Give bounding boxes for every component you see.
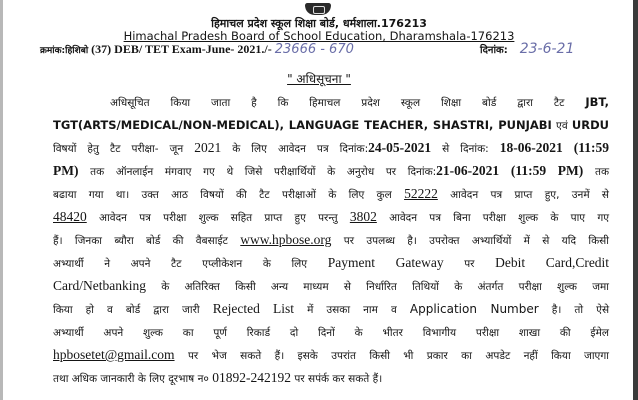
text: 24-05-2021 <box>368 140 432 155</box>
total-applications: 52222 <box>404 186 438 201</box>
text: विषयों हेतु टैट परीक्षा- जून <box>53 143 184 155</box>
text: तथा अधिक जानकारी के लिए दूरभाष न० <box>53 373 209 385</box>
text: आवेदन पत्र परीक्षा शुल्क सहित प्राप्त हुए परन्तु <box>99 212 338 224</box>
text: बढाया गया था। उक्त आठ विषयों की टैट परीक्षाओं के लिए कुल <box>53 189 392 201</box>
text: Card/Netbanking <box>53 278 146 293</box>
body-line-3 <box>53 140 609 156</box>
text: के अतिरिक्त किसी अन्य माध्यम से निर्धारित तिथियों के अंतर्गत परीक्षा शुल्क जमा <box>161 281 610 293</box>
board-emblem-icon <box>305 3 331 15</box>
text: है। तो ऐसे <box>551 304 610 316</box>
text: Rejected List <box>212 301 294 316</box>
text: से दिनांक: <box>442 143 489 155</box>
page-right-edge <box>633 0 638 400</box>
body-line-5 <box>53 186 609 202</box>
text: तक ऑनलाईन मंगवाए गए थे जिसे परीक्षार्थियों के अनुरोध पर दिनांक: <box>90 166 437 178</box>
text: 18-06-2021 (11:59 <box>499 140 609 155</box>
phone-number: 01892-242192 <box>212 370 291 385</box>
date-label: दिनांक: <box>480 45 508 56</box>
handwritten-reference-number: 23666 - 670 <box>274 42 354 57</box>
notification-title-text: " अधिसूचना " <box>287 72 351 86</box>
text: तक <box>594 166 610 178</box>
text: आवेदन पत्र बिना परीक्षा शुल्क के पाए गए <box>389 212 610 224</box>
body-line-8 <box>53 255 609 271</box>
notification-title <box>0 70 638 87</box>
text: Application Number <box>409 302 539 316</box>
text: में उसका नाम व <box>307 304 397 316</box>
text: 21-06-2021 (11:59 PM) <box>436 163 584 178</box>
text: TGT(ARTS/MEDICAL/NON-MEDICAL), LANGUAGE TEACHER, SHASTRI, PUNJABI <box>53 118 552 132</box>
body-line-2 <box>53 117 609 133</box>
text: अभ्यार्थी अपने शुल्क का पूर्ण रिकार्ड दो दिनों के भीतर विभागीय परीक्षा शाखा की ईमेल <box>53 327 609 339</box>
body-line-4 <box>53 163 609 179</box>
text: Payment Gateway <box>327 255 444 270</box>
handwritten-date: 23-6-21 <box>519 41 575 57</box>
text: के लिए आवेदन पत्र दिनांक: <box>232 143 369 155</box>
text: पर भेज सकते हैं। इसके उपरांत किसी भी प्रकार का अपडेट नहीं किया जाएगा <box>187 350 609 362</box>
page-left-edge <box>0 0 3 400</box>
body-line-10 <box>53 301 609 317</box>
body-line-11 <box>53 324 609 340</box>
reference-prefix: क्रमांक:हिशिबो <box>40 46 89 56</box>
text: अभ्यार्थी ने अपने टैट एप्लीकेशन के लिए <box>53 258 308 270</box>
body-line-6 <box>53 209 609 225</box>
applications-without-fee: 3802 <box>349 209 377 224</box>
letterhead-title-hindi: हिमाचल प्रदेश स्कूल शिक्षा बोर्ड, धर्मशाला.176213 <box>211 17 427 30</box>
text: पर उपलब्ध है। उपरोक्त अभ्यार्थियों में से यदि किसी <box>343 235 609 247</box>
text: 2021 <box>194 140 222 155</box>
email-link[interactable]: hpbosetet@gmail.com <box>53 347 175 362</box>
text: पर सपंर्क कर सकते हैं। <box>294 373 383 385</box>
reference-text: (37) DEB/ TET Exam-June- 2021./- <box>88 42 275 56</box>
text: अधिसूचित किया जाता है कि हिमाचल प्रदेश स्कूल शिक्षा बोर्ड द्वारा टैट <box>110 97 565 109</box>
applications-with-fee: 48420 <box>53 209 87 224</box>
body-line-9 <box>53 278 609 294</box>
text: URDU <box>571 118 609 132</box>
text: पर <box>464 258 475 270</box>
body-line-1 <box>110 94 609 110</box>
reference-line <box>40 42 354 57</box>
date-line <box>480 41 574 57</box>
body-line-7 <box>53 232 609 248</box>
text: PM) <box>53 163 79 178</box>
text: आवेदन पत्र प्राप्त हुए, उनमें से <box>450 189 610 201</box>
text: एवं <box>556 120 568 132</box>
text: हैं। जिनका ब्यौरा बोर्ड की वैबसाईट <box>53 235 228 247</box>
text: Debit Card,Credit <box>495 255 610 270</box>
website-link[interactable]: www.hpbose.org <box>240 232 332 247</box>
text: किया हो व बोर्ड द्वारा जारी <box>53 304 200 316</box>
body-line-13 <box>53 370 609 386</box>
letterhead-title-english-text: Himachal Pradesh Board of School Education, Dharamshala-176213 <box>123 29 515 43</box>
text: JBT, <box>585 95 610 109</box>
body-line-12 <box>53 347 609 363</box>
